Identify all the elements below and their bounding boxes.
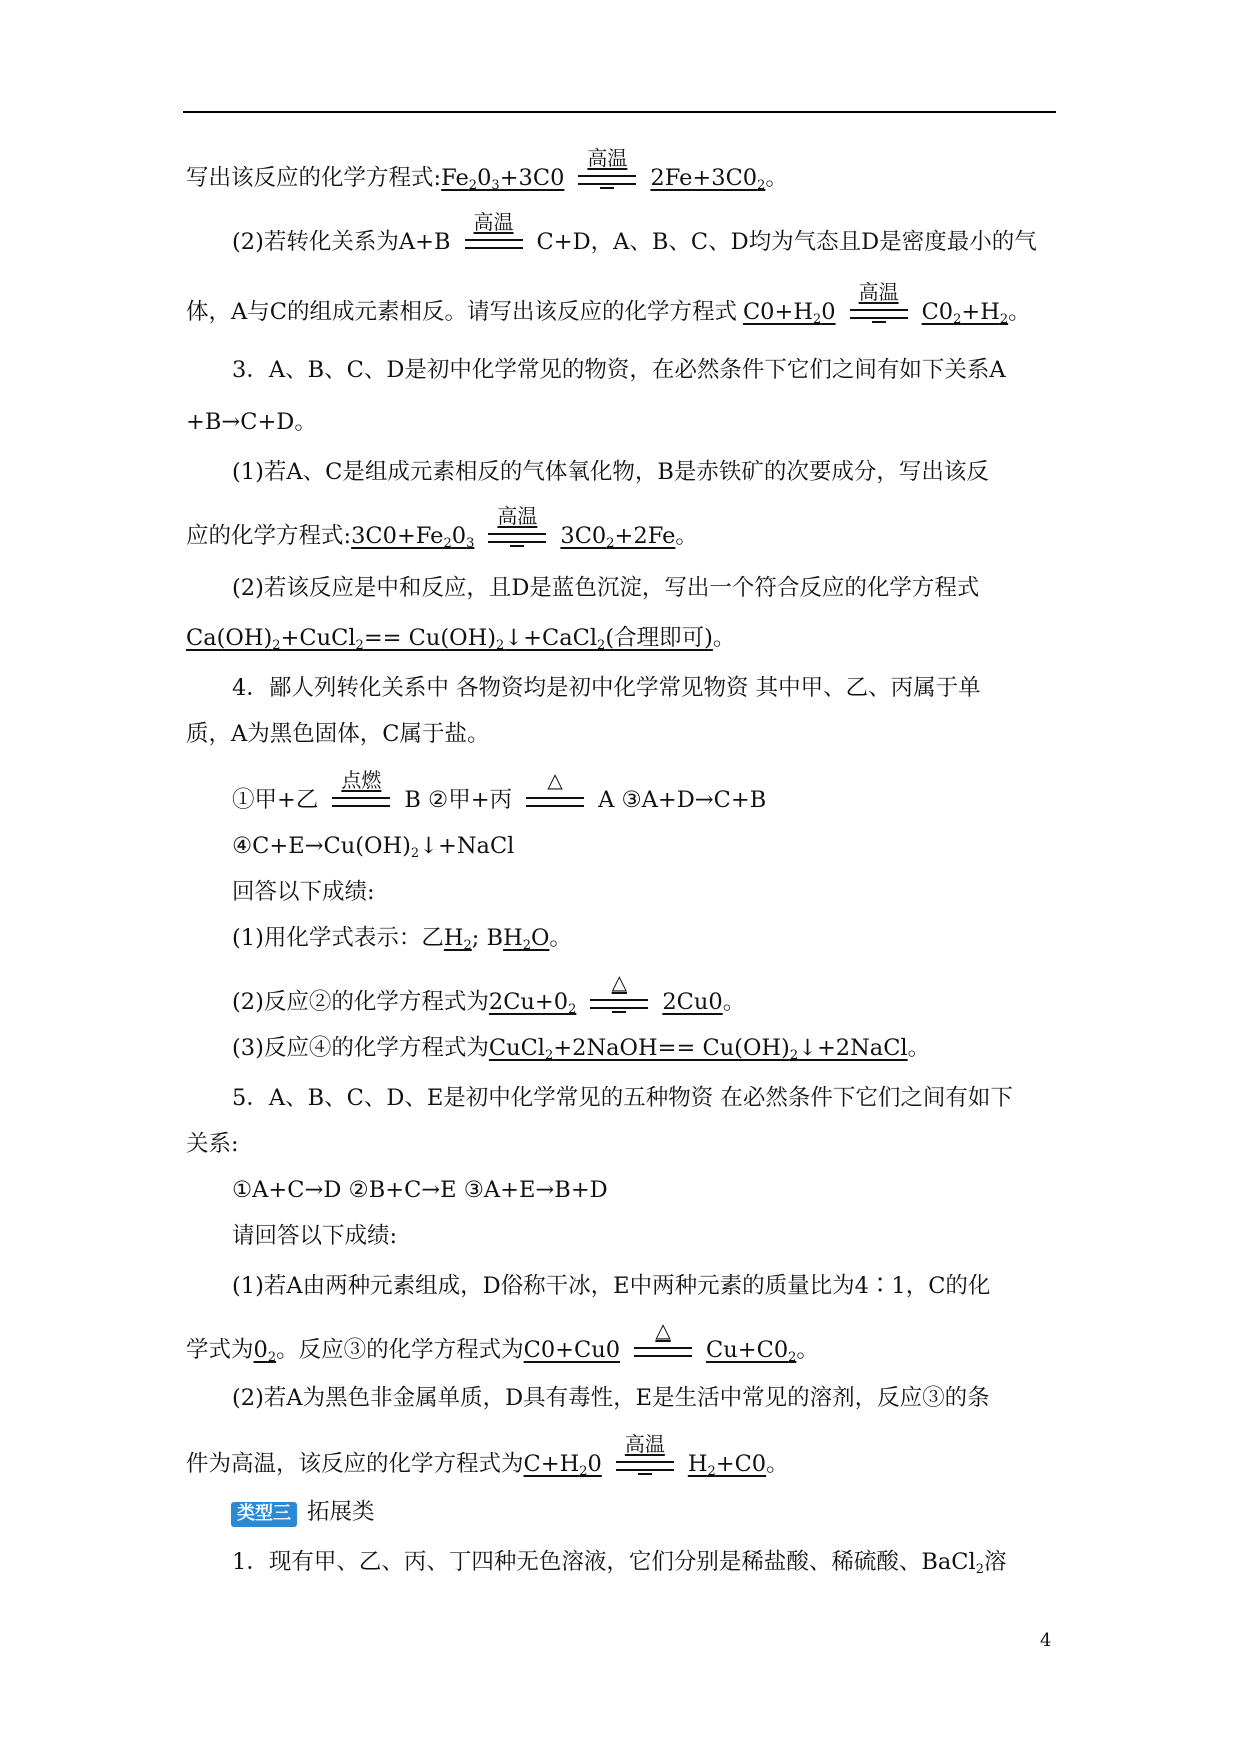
line-16: (2)反应②的化学方程式为$2Cu+0_2$ △ 2Cu0。	[186, 970, 1066, 1030]
line-22	[186, 1268, 1066, 1318]
line-09: $Ca(OH)_2+CuCl_2==$ $Cu(OH)_2↓+CaCl_2$(合理即可)。	[186, 625, 736, 653]
line-19	[186, 1130, 1066, 1176]
text: C+D，A、B、C、D均为气态且D是密度最小的气	[536, 229, 1037, 255]
text: (1)若A、C是组成元素相反的气体氧化物，B是赤铁矿的次要成分，写出该反	[232, 459, 989, 485]
page-number: 4	[1040, 1630, 1052, 1651]
text: 体，A与C的组成元素相反。请写出该反应的化学方程式	[186, 299, 737, 325]
text: 请回答以下成绩:	[232, 1223, 398, 1249]
line-12	[186, 766, 1066, 828]
line-20	[186, 1176, 1066, 1222]
line-02	[186, 204, 1066, 274]
text: A ③A+D→C+B	[598, 787, 767, 813]
text: 3．A、B、C、D是初中化学常见的物资，在必然条件下它们之间有如下关系A	[232, 357, 1006, 383]
formula-reactants: $Fe_20_3+3C0$	[441, 165, 565, 193]
heat-triangle-icon: △	[655, 1318, 671, 1342]
formula-reactants: $2Cu+0_2$	[488, 989, 577, 1017]
text: 件为高温，该反应的化学方程式为	[186, 1451, 524, 1477]
text: 学式为	[186, 1337, 254, 1363]
line-23: 学式为$0_2$。反应③的化学方程式为C0+Cu0 △ $Cu+C0_2$。	[186, 1318, 819, 1365]
formula-products: $C0_2+H_2$	[921, 299, 1009, 327]
text: 写出该反应的化学方程式:	[186, 165, 442, 191]
line-03: 体，A与C的组成元素相反。请写出该反应的化学方程式 $C0+H_20$ 高温 $C0_2+H_2$。	[186, 280, 1031, 327]
text: (2)若该反应是中和反应，且D是蓝色沉淀，写出一个符合反应的化学方程式	[232, 575, 980, 601]
line-21	[186, 1222, 1066, 1268]
formula-reaction-4: CuCl$_2$+2NaOH== $Cu(OH)_2↓+2NaCl$	[488, 1035, 908, 1063]
formula-reactants: $C+H_20$	[523, 1451, 602, 1479]
text: 质，A为黑色固体，C属于盐。	[186, 721, 490, 747]
answer-yi: $H_2$	[443, 925, 472, 953]
condition-gaowen: 高温	[846, 303, 912, 323]
text: ①甲+乙	[232, 787, 319, 813]
heat-triangle-icon: △	[611, 970, 628, 994]
text: 回答以下成绩:	[232, 879, 375, 905]
text: (1)用化学式表示：乙	[232, 925, 444, 951]
condition-gaowen: 高温	[612, 1455, 678, 1475]
condition-gaowen: 高温	[461, 233, 527, 253]
line-24	[186, 1378, 1066, 1430]
formula-products: 2Cu0	[662, 989, 723, 1015]
condition-gaowen: 高温	[484, 527, 550, 547]
line-25: 件为高温，该反应的化学方程式为$C+H_20$ 高温 $H_2+C0$。	[186, 1432, 789, 1479]
line-13	[186, 828, 1066, 878]
text: (2)反应②的化学方程式为	[232, 989, 489, 1015]
formula-products: $3C0_2+2Fe$	[560, 523, 676, 551]
section-badge: 类型三	[231, 1502, 297, 1527]
text: (2)若转化关系为A+B	[232, 229, 451, 255]
line-26	[186, 1492, 1066, 1544]
line-08	[186, 566, 1066, 620]
text: +B→C+D。	[186, 409, 317, 435]
condition-gaowen: 高温	[574, 169, 640, 189]
condition-heat	[522, 768, 588, 811]
text: (1)若A由两种元素组成，D俗称干冰，E中两种元素的质量比为4∶1，C的化	[232, 1273, 991, 1299]
text: (2)若A为黑色非金属单质，D具有毒性，E是生活中常见的溶剂，反应③的条	[232, 1385, 990, 1411]
line-07: 应的化学方程式$:3C0+Fe_20_3$ 高温 $3C0_2+2Fe$。	[186, 504, 698, 551]
text: B ②甲+丙	[404, 787, 513, 813]
text: 应的化学方程式:	[186, 523, 352, 549]
text: 1．现有甲、乙、丙、丁四种无色溶液，它们分别是稀盐酸、稀硫酸、BaCl$_2$溶	[232, 1549, 1007, 1577]
text: 5．A、B、C、D、E是初中化学常见的五种物资 在必然条件下它们之间有如下	[232, 1085, 1013, 1111]
formula-reactants: $C0+H_20$	[742, 299, 836, 327]
text: ①A+C→D ②B+C→E ③A+E→B+D	[232, 1177, 608, 1203]
line-05	[186, 408, 1066, 454]
formula-reactants: $3C0+Fe_20_3$	[351, 523, 475, 551]
line-11	[186, 720, 1066, 766]
line-27	[186, 1544, 1066, 1594]
formula-products: $Cu+C0_2$	[706, 1337, 797, 1365]
condition-heat	[630, 1318, 696, 1361]
line-01: 写出该反应的化学方程式$:Fe_20_3+3C0$ 高温 $2Fe+3C0_2$。	[186, 146, 788, 193]
text: 关系:	[186, 1131, 239, 1157]
line-17: (3)反应④的化学方程式为CuCl$_2$+2NaOH== $Cu(OH)_2↓+2NaCl$。	[186, 1030, 1066, 1080]
answer-c: $0_2$	[253, 1337, 277, 1365]
line-15: (1)用化学式表示：乙$H_2$; $BH_2O$。	[186, 924, 1066, 970]
text: (3)反应④的化学方程式为	[232, 1035, 489, 1061]
formula-reactants: C0+Cu0	[523, 1337, 621, 1363]
header-rule	[183, 111, 1056, 113]
line-14	[186, 878, 1066, 924]
line-18	[186, 1080, 1066, 1130]
line-04	[186, 344, 1066, 408]
formula-products: $H_2+C0$	[687, 1451, 767, 1479]
section-title: 拓展类	[307, 1499, 375, 1525]
text: $④C+E\to Cu(OH)_2↓+NaCl$	[232, 833, 515, 861]
document-body	[186, 140, 1066, 1594]
answer-b: $H_2O$	[503, 925, 550, 953]
line-10	[186, 670, 1066, 720]
condition-heat	[586, 970, 652, 1013]
condition-dianran: 点燃	[328, 791, 394, 811]
text: 4．鄙人列转化关系中 各物资均是初中化学常见物资 其中甲、乙、丙属于单	[232, 675, 981, 701]
line-06	[186, 454, 1066, 504]
formula-products: $2Fe+3C0_2$	[650, 165, 766, 193]
formula-neutralization: $Ca(OH)_2+CuCl_2==$ $Cu(OH)_2↓+CaCl_2$(合理即可)	[186, 625, 713, 653]
heat-triangle-icon: △	[547, 768, 563, 792]
